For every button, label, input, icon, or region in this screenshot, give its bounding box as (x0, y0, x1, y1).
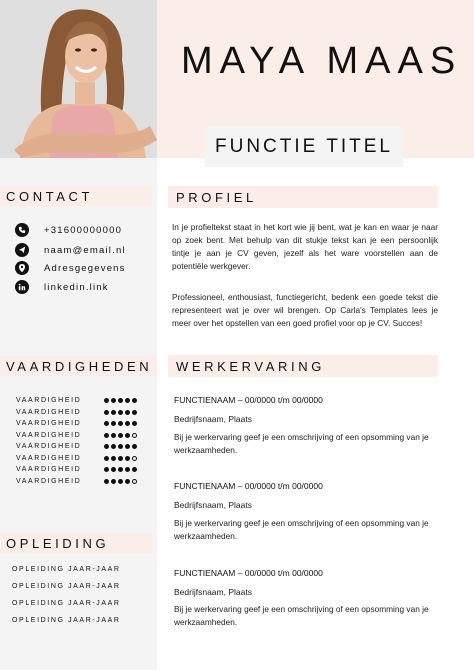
skill-rating (104, 444, 137, 449)
profile-heading: PROFIEL (168, 186, 438, 208)
rating-dot-filled (111, 433, 116, 438)
rating-dot-filled (111, 456, 116, 461)
rating-dot-filled (104, 421, 109, 426)
rating-dot-filled (111, 467, 116, 472)
skill-name: VAARDIGHEID (16, 420, 82, 427)
job-3-title: FUNCTIENAAM – 00/0000 t/m 00/0000 (174, 568, 323, 578)
education-item: OPLEIDING JAAR-JAAR (12, 617, 121, 624)
skill-rating (104, 433, 137, 438)
location-pin-icon (15, 261, 29, 275)
linkedin-icon (15, 280, 29, 294)
person-name: MAYA MAAS (181, 40, 463, 82)
skill-rating (104, 398, 137, 403)
contact-linkedin-text: linkedin.link (44, 281, 109, 293)
rating-dot-filled (118, 398, 123, 403)
rating-dot-filled (132, 467, 137, 472)
skill-row (16, 418, 141, 429)
rating-dot-filled (125, 398, 130, 403)
rating-dot-filled (118, 467, 123, 472)
contact-heading: CONTACT (0, 186, 152, 206)
profile-photo-illustration (0, 0, 157, 158)
rating-dot-filled (132, 421, 137, 426)
rating-dot-filled (111, 410, 116, 415)
rating-dot-filled (118, 410, 123, 415)
skill-row (16, 430, 141, 441)
rating-dot-filled (104, 456, 109, 461)
rating-dot-filled (125, 421, 130, 426)
contact-address (15, 261, 126, 275)
skills-heading: VAARDIGHEDEN (0, 356, 157, 376)
experience-heading: WERKERVARING (168, 355, 438, 377)
rating-dot-filled (104, 398, 109, 403)
rating-dot-filled (111, 398, 116, 403)
rating-dot-filled (104, 444, 109, 449)
contact-phone-text: +31600000000 (44, 224, 123, 236)
rating-dot-filled (125, 456, 130, 461)
skill-rating (104, 410, 137, 415)
job-3-description: Bij je werkervaring geef je een omschrijving of een opsomming van je werkzaamheden. (174, 604, 429, 627)
contact-email (15, 243, 126, 257)
job-title-box (205, 127, 403, 167)
job-2-title: FUNCTIENAAM – 00/0000 t/m 00/0000 (174, 481, 323, 491)
skill-name: VAARDIGHEID (16, 443, 82, 450)
skill-name: VAARDIGHEID (16, 431, 82, 439)
education-item: OPLEIDING JAAR-JAAR (12, 583, 121, 590)
skill-name: VAARDIGHEID (16, 466, 82, 473)
job-1-description: Bij je werkervaring geef je een omschrijving of een opsomming van je werkzaamheden. (174, 432, 429, 455)
education-item: OPLEIDING JAAR-JAAR (12, 566, 121, 573)
skill-row (16, 453, 141, 464)
rating-dot-empty (132, 433, 137, 438)
rating-dot-filled (111, 421, 116, 426)
skill-row (16, 407, 141, 418)
rating-dot-filled (104, 479, 109, 484)
rating-dot-filled (132, 398, 137, 403)
contact-linkedin (15, 280, 109, 294)
rating-dot-filled (125, 467, 130, 472)
rating-dot-filled (125, 433, 130, 438)
job-title: FUNCTIE TITEL (215, 136, 393, 157)
rating-dot-filled (104, 467, 109, 472)
skill-name: VAARDIGHEID (16, 408, 82, 416)
profile-paragraph-1: In je profieltekst staat in het kort wie jij bent, wat je kan en waar je naar op zoek bent. Met behulp van dit stukje tekst kan je een persoonlijk tintje je aan je CV geven, jezelf als het ware voorstellen aan de potentiële werkgever. (172, 222, 438, 271)
skill-rating (104, 467, 137, 472)
education-heading: OPLEIDING (0, 533, 152, 553)
rating-dot-filled (125, 479, 130, 484)
skill-row (16, 441, 141, 452)
rating-dot-filled (132, 410, 137, 415)
rating-dot-filled (111, 479, 116, 484)
job-3-company: Bedrijfsnaam, Plaats (174, 587, 252, 597)
rating-dot-filled (118, 444, 123, 449)
skill-row (16, 395, 141, 406)
rating-dot-filled (104, 410, 109, 415)
rating-dot-filled (125, 410, 130, 415)
rating-dot-filled (132, 444, 137, 449)
skill-rating (104, 456, 137, 461)
rating-dot-filled (104, 433, 109, 438)
rating-dot-filled (118, 433, 123, 438)
rating-dot-empty (132, 456, 137, 461)
skill-name: VAARDIGHEID (16, 477, 82, 485)
skill-rating (104, 421, 137, 426)
phone-icon (15, 223, 29, 237)
contact-email-text: naam@email.nl (44, 244, 126, 256)
rating-dot-filled (111, 444, 116, 449)
job-2-description: Bij je werkervaring geef je een omschrijving of een opsomming van je werkzaamheden. (174, 518, 429, 541)
skill-row (16, 476, 141, 487)
education-item: OPLEIDING JAAR-JAAR (12, 600, 121, 607)
skill-name: VAARDIGHEID (16, 454, 82, 462)
rating-dot-empty (132, 479, 137, 484)
job-2-company: Bedrijfsnaam, Plaats (174, 500, 252, 510)
profile-paragraph-2: Professioneel, enthousiast, functiegericht, bedenk een goede tekst die representeert wat je over wil brengen. Op Carla's Templates lees je meer over het opstellen van een goed profiel voor op je CV. Succes! (172, 292, 438, 328)
skill-rating (104, 479, 137, 484)
rating-dot-filled (125, 444, 130, 449)
skill-name: VAARDIGHEID (16, 397, 82, 404)
contact-address-text: Adresgegevens (44, 262, 126, 274)
job-1-title: FUNCTIENAAM – 00/0000 t/m 00/0000 (174, 395, 323, 405)
job-1-company: Bedrijfsnaam, Plaats (174, 414, 252, 424)
rating-dot-filled (118, 479, 123, 484)
rating-dot-filled (118, 456, 123, 461)
skill-row (16, 464, 141, 475)
profile-photo (0, 0, 157, 158)
rating-dot-filled (118, 421, 123, 426)
send-icon (15, 243, 29, 257)
contact-phone (15, 223, 122, 237)
